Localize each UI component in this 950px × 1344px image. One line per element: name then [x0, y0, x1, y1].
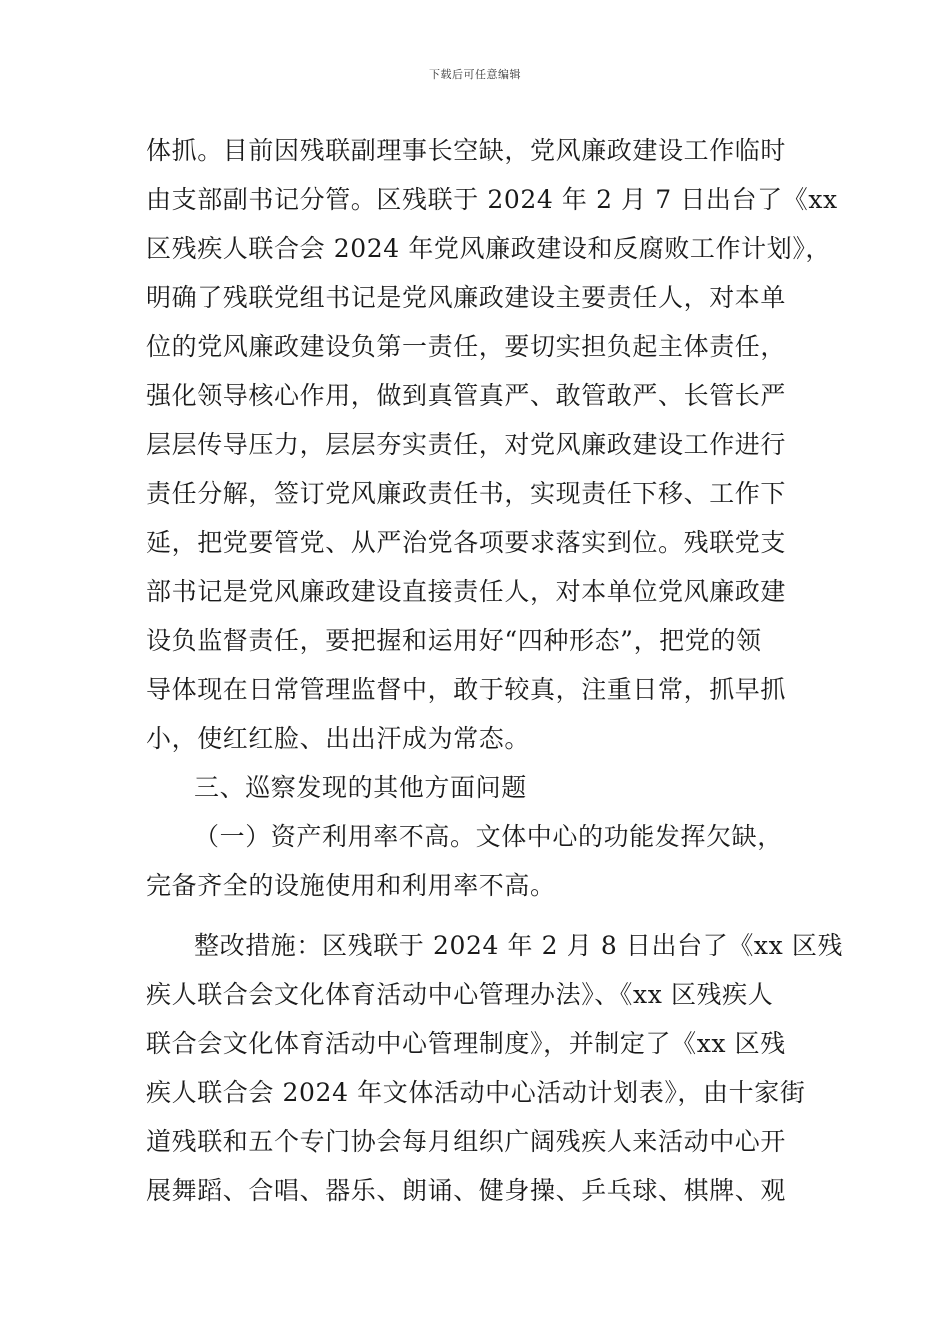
text-line: 体抓。目前因残联副理事长空缺，党风廉政建设工作临时	[146, 136, 787, 165]
text-line: 层层传导压力，层层夯实责任，对党风廉政建设工作进行	[146, 430, 787, 459]
paragraph	[146, 763, 826, 812]
text-line: 完备齐全的设施使用和利用率不高。	[146, 871, 556, 900]
paragraph	[146, 126, 838, 763]
document-body	[146, 126, 844, 1215]
text-line: 明确了残联党组书记是党风廉政建设主要责任人，对本单	[146, 283, 787, 312]
text-line: 疾人联合会 2024 年文体活动中心活动计划表》，由十家街	[146, 1078, 806, 1107]
text-line: 疾人联合会文化体育活动中心管理办法》、《xx 区残疾人	[146, 980, 774, 1009]
text-line: 展舞蹈、合唱、器乐、朗诵、健身操、乒乓球、棋牌、观	[146, 1176, 787, 1205]
text-line: 区残疾人联合会 2024 年党风廉政建设和反腐败工作计划》，	[146, 234, 832, 263]
text-line: 强化领导核心作用，做到真管真严、敢管敢严、长管长严	[146, 381, 787, 410]
text-line: 道残联和五个专门协会每月组织广阔残疾人来活动中心开	[146, 1127, 787, 1156]
text-line: 位的党风廉政建设负第一责任，要切实担负起主体责任，	[146, 332, 787, 361]
text-line: 整改措施：区残联于 2024 年 2 月 8 日出台了《xx 区残	[194, 931, 844, 960]
text-line: 责任分解，签订党风廉政责任书，实现责任下移、工作下	[146, 479, 787, 508]
text-line: 由支部副书记分管。区残联于 2024 年 2 月 7 日出台了《xx	[146, 185, 838, 214]
paragraph	[146, 921, 844, 1215]
text-line: 三、巡察发现的其他方面问题	[194, 773, 527, 802]
text-line: 导体现在日常管理监督中，敢于较真，注重日常，抓早抓	[146, 675, 787, 704]
text-line: 设负监督责任，要把握和运用好“四种形态”，把党的领	[146, 626, 762, 655]
text-line: 联合会文化体育活动中心管理制度》，并制定了《xx 区残	[146, 1029, 786, 1058]
text-line: （一）资产利用率不高。文体中心的功能发挥欠缺，	[194, 822, 783, 851]
text-line: 延，把党要管党、从严治党各项要求落实到位。残联党支	[146, 528, 787, 557]
text-line: 小，使红红脸、出出汗成为常态。	[146, 724, 531, 753]
page-header: 下载后可任意编辑	[429, 68, 521, 81]
paragraph	[146, 812, 826, 910]
text-line: 部书记是党风廉政建设直接责任人，对本单位党风廉政建	[146, 577, 787, 606]
